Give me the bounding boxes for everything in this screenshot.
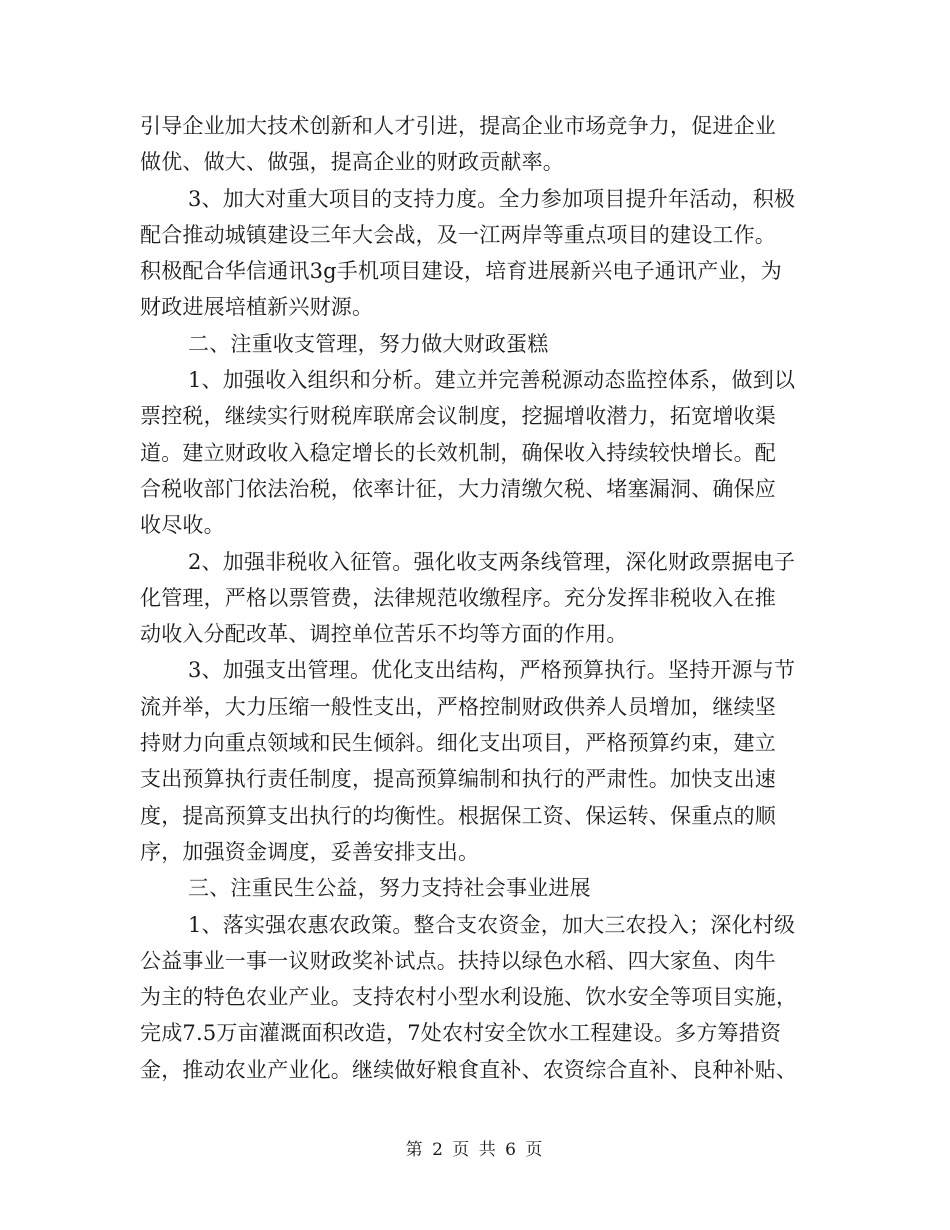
text-line: 序，加强资金调度，妥善安排支出。 bbox=[140, 839, 480, 864]
text-line: 配合推动城镇建设三年大会战，及一江两岸等重点项目的建设工作。 bbox=[140, 222, 776, 247]
text-line: 道。建立财政收入稳定增长的长效机制，确保收入持续较快增长。配 bbox=[140, 440, 776, 465]
text-line: 为主的特色农业产业。支持农村小型水利设施、饮水安全等项目实施， bbox=[140, 985, 798, 1010]
text-line: 流并举，大力压缩一般性支出，严格控制财政供养人员增加，继续坚 bbox=[140, 694, 776, 719]
text-line: 化管理，严格以票管费，法律规范收缴程序。充分发挥非税收入在推 bbox=[140, 585, 776, 610]
text-line: 合税收部门依法治税，依率计征，大力清缴欠税、堵塞漏洞、确保应 bbox=[140, 476, 776, 501]
text-line: 做优、做大、做强，提高企业的财政贡献率。 bbox=[140, 150, 564, 175]
text-line: 票控税，继续实行财税库联席会议制度，挖掘增收潜力，拓宽增收渠 bbox=[140, 404, 776, 429]
text-line: 收尽收。 bbox=[140, 513, 225, 538]
text-line: 财政进展培植新兴财源。 bbox=[140, 295, 374, 320]
text-line: 积极配合华信通讯3g手机项目建设，培育进展新兴电子通讯产业，为 bbox=[140, 259, 783, 284]
text-line: 支出预算执行责任制度，提高预算编制和执行的严肃性。加快支出速 bbox=[140, 767, 776, 792]
text-line: 动收入分配改革、调控单位苦乐不均等方面的作用。 bbox=[140, 622, 628, 647]
text-line: 1、落实强农惠农政策。整合支农资金，加大三农投入；深化村级 bbox=[188, 912, 796, 937]
text-line: 二、注重收支管理，努力做大财政蛋糕 bbox=[188, 331, 549, 356]
text-line: 3、加大对重大项目的支持力度。全力参加项目提升年活动，积极 bbox=[188, 186, 796, 211]
page-footer: 第 2 页 共 6 页 bbox=[405, 1140, 545, 1160]
text-line: 2、加强非税收入征管。强化收支两条线管理，深化财政票据电子 bbox=[188, 549, 796, 574]
text-line: 度，提高预算支出执行的均衡性。根据保工资、保运转、保重点的顺 bbox=[140, 803, 776, 828]
text-line: 三、注重民生公益，努力支持社会事业进展 bbox=[188, 876, 591, 901]
text-line: 1、加强收入组织和分析。建立并完善税源动态监控体系，做到以 bbox=[188, 368, 796, 393]
text-line: 引导企业加大技术创新和人才引进，提高企业市场竞争力，促进企业 bbox=[140, 114, 776, 138]
text-line: 持财力向重点领域和民生倾斜。细化支出项目，严格预算约束，建立 bbox=[140, 731, 776, 756]
text-line: 3、加强支出管理。优化支出结构，严格预算执行。坚持开源与节 bbox=[188, 658, 796, 683]
text-line: 金，推动农业产业化。继续做好粮食直补、农资综合直补、良种补贴、 bbox=[140, 1057, 798, 1082]
text-line: 公益事业一事一议财政奖补试点。扶持以绿色水稻、四大家鱼、肉牛 bbox=[140, 948, 776, 973]
document-body bbox=[140, 108, 812, 1088]
text-line: 完成7.5万亩灌溉面积改造，7处农村安全饮水工程建设。多方筹措资 bbox=[140, 1021, 782, 1046]
